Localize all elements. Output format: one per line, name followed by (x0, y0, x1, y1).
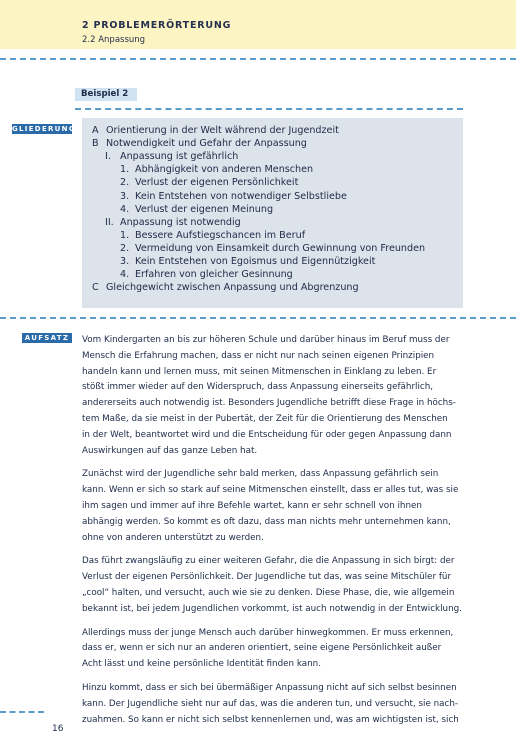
page-number: 16 (52, 724, 64, 734)
essay-line: Hinzu kommt, dass er sich bei übermäßiger Anpassung nicht auf sich selbst besinnen (82, 682, 457, 693)
essay-line: dass er, wenn er sich nur an anderen orientiert, seine eigene Persönlichkeit außer (82, 643, 442, 654)
essay-line: ohne von anderen unterstützt zu werden. (82, 532, 264, 543)
outline-item-marker: B (92, 138, 99, 150)
essay-line: Zunächst wird der Jugendliche sehr bald merken, dass Anpassung gefährlich sein (82, 469, 439, 480)
essay-line: Mensch die Erfahrung machen, dass er nicht nur nach seinen eigenen Prinzipien (82, 350, 435, 361)
outline-item-marker: 2. (120, 177, 130, 189)
outline-item-marker: I. (105, 151, 111, 163)
essay-line: Auswirkungen auf das ganze Leben hat. (82, 445, 258, 456)
essay-line: ihm sagen und immer auf ihre Befehle wartet, kann er sehr schnell von ihnen (82, 500, 422, 511)
outline-item-text: Gleichgewicht zwischen Anpassung und Abgrenzung (106, 282, 359, 294)
example-divider (75, 108, 463, 110)
essay-paragraph (82, 554, 467, 617)
essay-line: kann. Der Jugendliche sieht nur auf das, was die anderen tun, und versucht, sie nach- (82, 698, 459, 709)
outline-item-text: Kein Entstehen von Egoismus und Eigennützigkeit (135, 256, 376, 267)
outline-item-marker: C (92, 282, 99, 294)
example-label: Beispiel 2 (75, 88, 137, 101)
essay-line: handeln kann und lernen muss, mit seinen Mitmenschen in Einklang zu leben. Er (82, 366, 437, 377)
header-divider (0, 58, 516, 60)
outline-item-text: Anpassung ist notwendig (120, 216, 241, 228)
outline-item-text: Notwendigkeit und Gefahr der Anpassung (106, 138, 307, 150)
essay-paragraph (82, 681, 467, 728)
essay-line: in der Welt, beantwortet wird und die Entscheidung für oder gegen Anpassung dann (82, 429, 452, 440)
chapter-header (0, 0, 516, 49)
essay-line: stößt immer wieder auf den Widerspruch, dass Anpassung einerseits gefährlich, (82, 382, 434, 393)
essay-line: „cool“ halten, und versucht, auch wie sie zu denken. Diese Phase, die, wie allgemein (82, 587, 455, 598)
chapter-title: 2 PROBLEMERÖRTERUNG (82, 20, 232, 31)
essay-paragraph (82, 467, 467, 546)
outline-item-marker: 3. (120, 256, 130, 267)
essay-line: andererseits auch notwendig ist. Besonders Jugendliche betrifft diese Frage in höchs- (82, 398, 456, 409)
outline-item-marker: II. (105, 216, 114, 228)
essay-line: abhängig werden. So kommt es oft dazu, dass man nichts mehr unternehmen kann, (82, 516, 451, 527)
outline-item-marker: 1. (120, 164, 130, 176)
essay-line: bekannt ist, bei jedem Jugendlichen vorkommt, ist auch notwendig in der Entwicklung. (82, 603, 462, 614)
outline-item-marker: 4. (120, 203, 130, 215)
essay-line: kann. Wenn er sich so stark auf seine Mitmenschen einstellt, dass er alles tut, was sie (82, 485, 459, 496)
outline-item-text: Abhängigkeit von anderen Menschen (135, 164, 314, 176)
outline-item-marker: A (92, 125, 99, 136)
outline-tag: GLIEDERUNG (12, 125, 76, 133)
outline-item-text: Orientierung in der Welt während der Jugendzeit (106, 125, 339, 136)
essay-line: Vom Kindergarten an bis zur höheren Schule und darüber hinaus im Beruf muss der (82, 335, 450, 345)
subchapter-title: 2.2 Anpassung (82, 35, 146, 45)
outline-divider (0, 317, 516, 319)
outline-item-text: Erfahren von gleicher Gesinnung (135, 269, 293, 281)
essay-line: Das führt zwangsläufig zu einer weiteren Gefahr, die die Anpassung in sich birgt: der (82, 556, 455, 567)
outline-item-text: Anpassung ist gefährlich (120, 151, 239, 163)
outline-item-text: Bessere Aufstiegschancen im Beruf (135, 229, 306, 241)
essay-line: Allerdings muss der junge Mensch auch darüber hinwegkommen. Er muss erkennen, (82, 627, 454, 638)
outline-item-marker: 3. (120, 190, 130, 202)
outline-item-marker: 1. (120, 229, 130, 241)
essay-tag: AUFSATZ (22, 333, 72, 343)
essay-body (82, 333, 467, 736)
essay-line: tem Maße, da sie meist in der Pubertät, der Zeit für die Orientierung des Menschen (82, 413, 448, 424)
essay-paragraph (82, 333, 467, 459)
essay-paragraph (82, 626, 467, 673)
essay-line: Verlust der eigenen Persönlichkeit. Der Jugendliche tut das, was seine Mitschüler für (82, 572, 452, 583)
essay-line: Acht lässt und keine persönliche Identität finden kann. (82, 659, 322, 670)
outline-item-text: Verlust der eigenen Persönlichkeit (135, 177, 299, 189)
outline-item-marker: 4. (120, 269, 130, 281)
essay-line: zuahmen. So kann er nicht sich selbst kennenlernen und, was am wichtigsten ist, sich (82, 714, 459, 725)
outline-item-marker: 2. (120, 242, 130, 254)
outline-item-text: Verlust der eigenen Meinung (135, 203, 274, 215)
outline-item-text: Kein Entstehen von notwendiger Selbstliebe (135, 190, 347, 202)
footer-divider (0, 711, 44, 713)
outline-item-text: Vermeidung von Einsamkeit durch Gewinnung von Freunden (135, 242, 426, 254)
outline-box (82, 118, 463, 308)
